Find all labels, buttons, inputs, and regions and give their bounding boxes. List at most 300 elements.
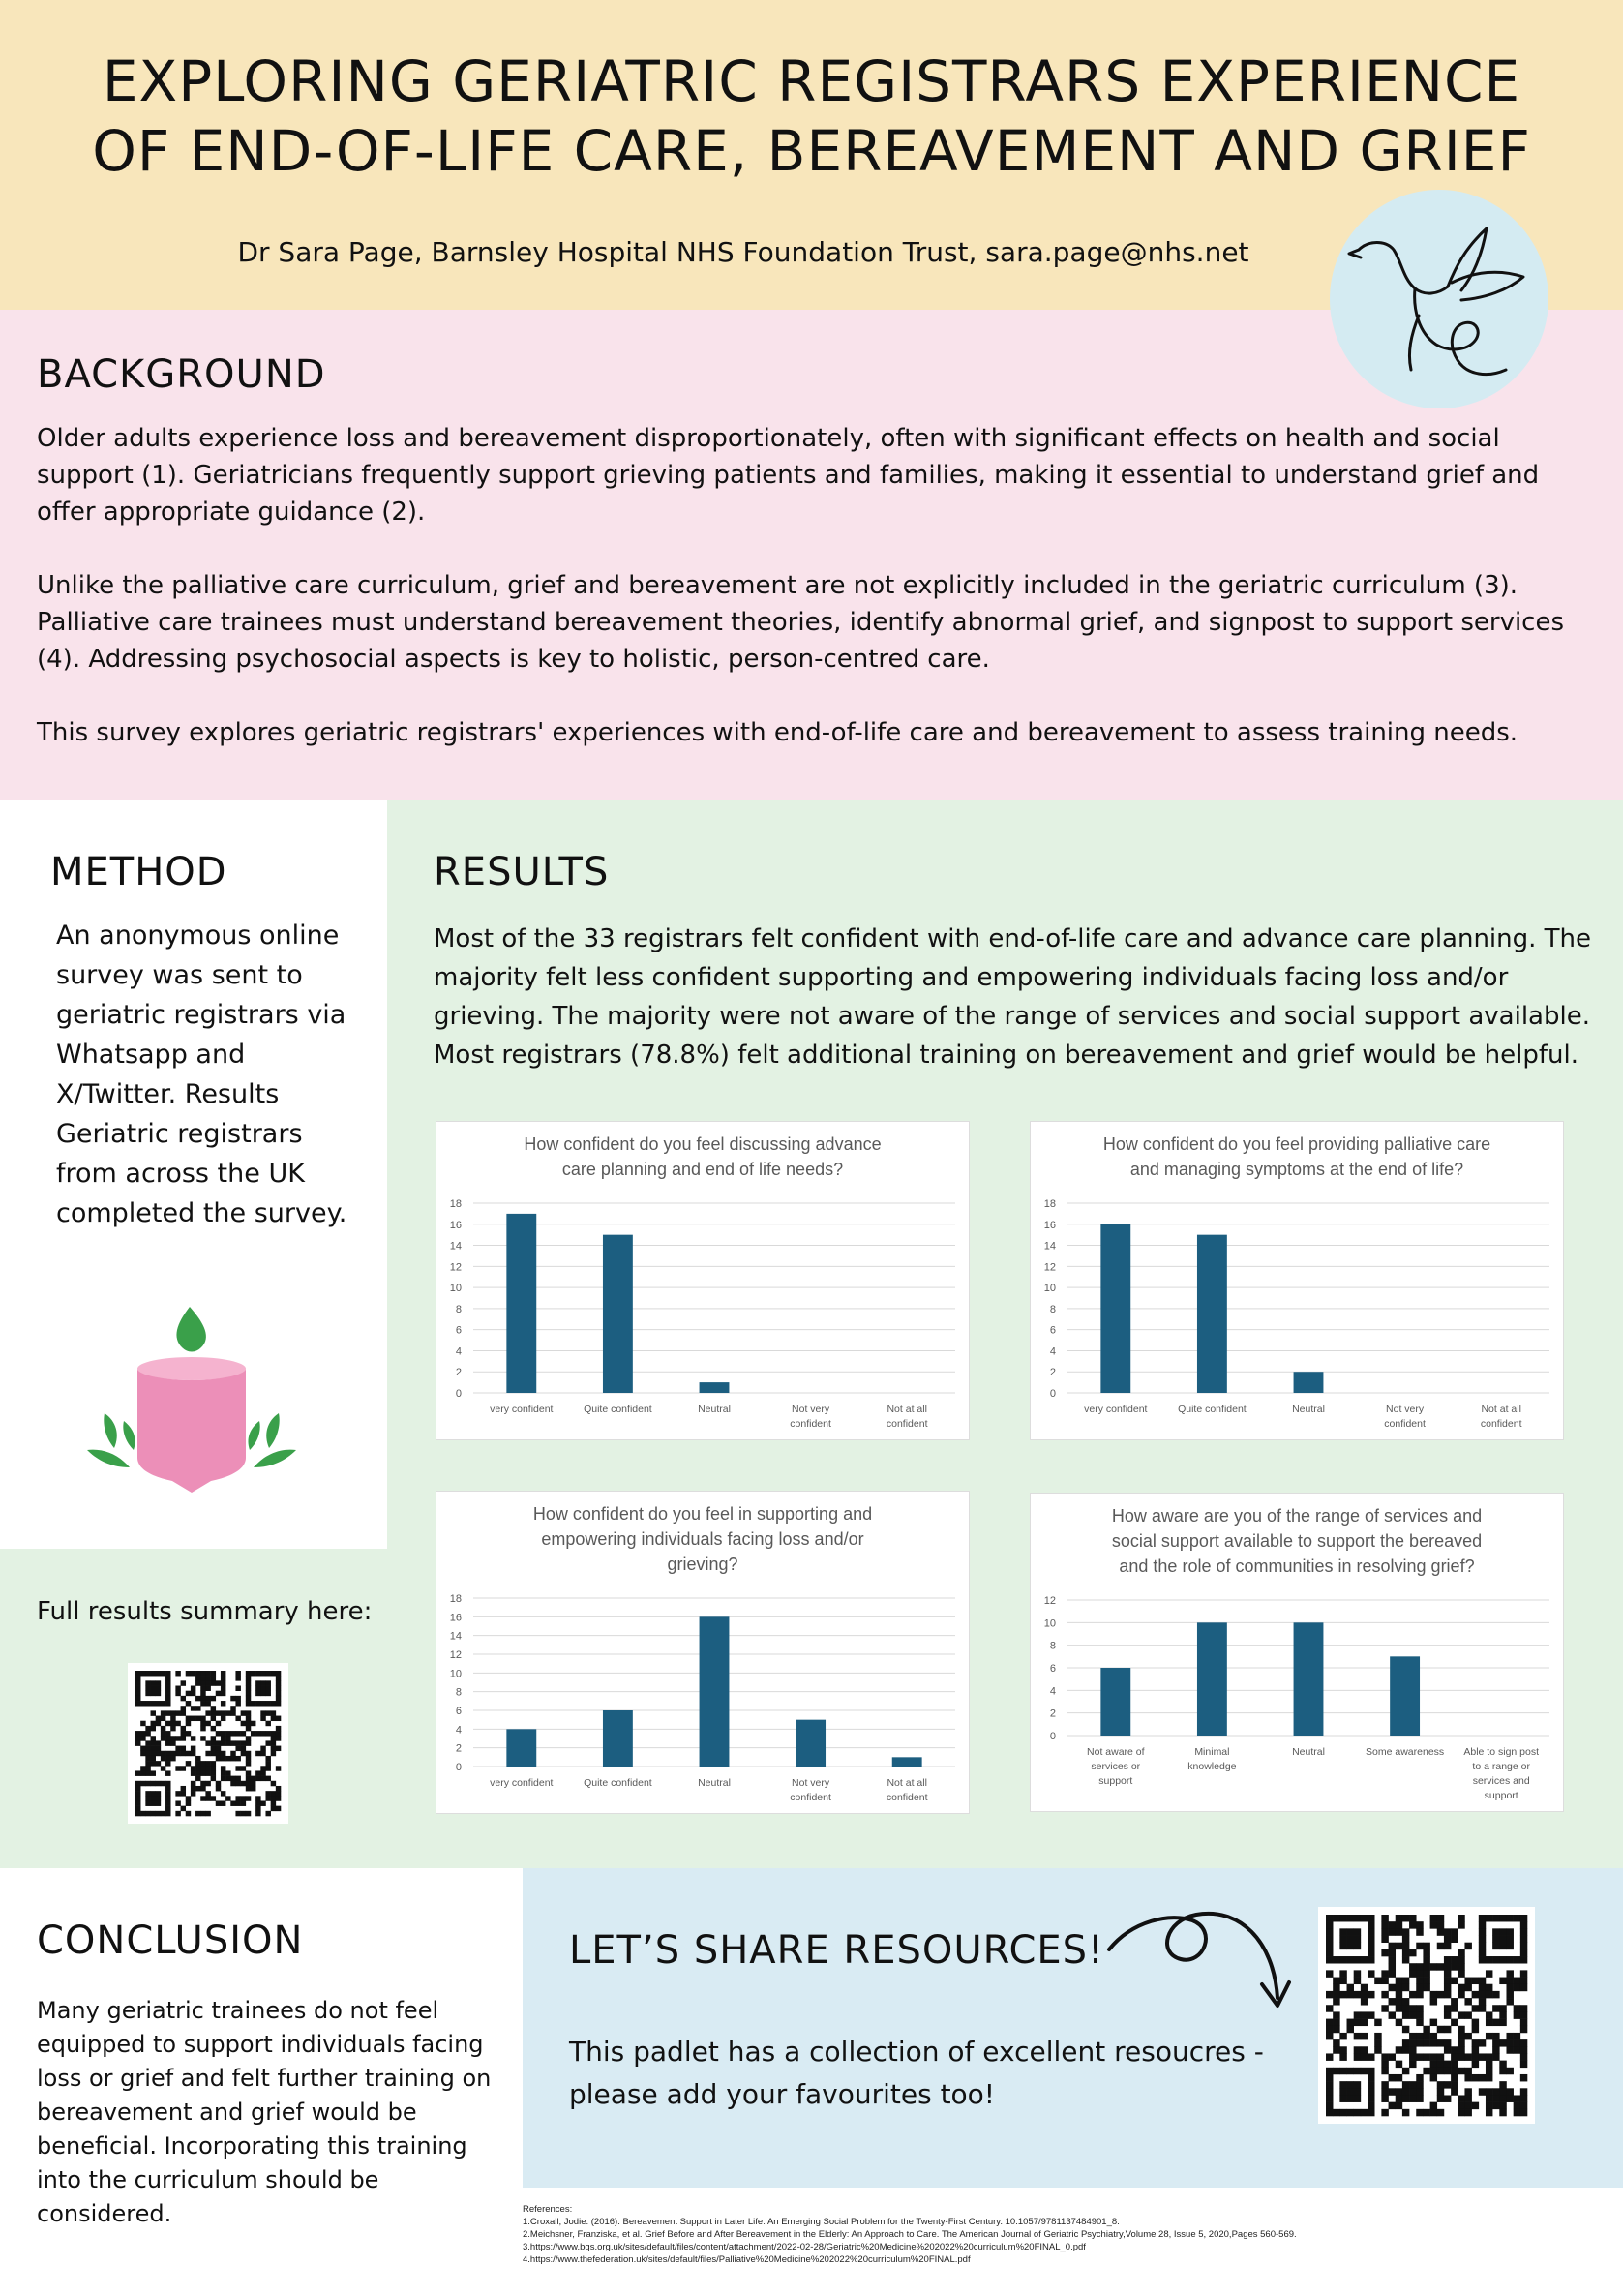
qr-module (1339, 1978, 1346, 1984)
qr-module (151, 1791, 156, 1796)
y-tick-label: 14 (449, 1240, 462, 1253)
qr-module (1389, 1998, 1396, 2005)
qr-module (1416, 2039, 1423, 2046)
qr-module (165, 1786, 170, 1791)
x-tick-label: support (1098, 1775, 1133, 1787)
qr-module (260, 1800, 265, 1805)
qr-module (1416, 1943, 1423, 1949)
qr-module (1520, 1978, 1527, 1984)
qr-module (1416, 1991, 1423, 1998)
qr-module (151, 1740, 156, 1745)
qr-module (241, 1710, 246, 1715)
qr-module (1389, 1956, 1396, 1963)
qr-module (1458, 2053, 1464, 2060)
qr-module (1499, 1928, 1506, 1935)
qr-module (1499, 2068, 1506, 2074)
qr-module (1464, 2074, 1471, 2081)
qr-module (135, 1800, 140, 1805)
chart-2 (1030, 1121, 1564, 1440)
qr-module (251, 1721, 255, 1726)
qr-pattern (1318, 1907, 1535, 2124)
qr-module (161, 1756, 165, 1761)
qr-module (181, 1766, 186, 1770)
qr-module (1506, 2033, 1513, 2039)
x-tick-label: Some awareness (1366, 1746, 1445, 1758)
qr-module (181, 1706, 186, 1710)
qr-module (1499, 2019, 1506, 2026)
qr-module (1347, 2026, 1354, 2033)
qr-module (235, 1701, 240, 1706)
qr-module (156, 1716, 161, 1721)
qr-module (1499, 2102, 1506, 2109)
qr-module (1472, 2074, 1479, 2081)
qr-module (241, 1800, 246, 1805)
qr-module (1361, 2109, 1368, 2116)
qr-module (1381, 1978, 1388, 1984)
x-tick-label: services or (1091, 1761, 1141, 1772)
qr-module (195, 1786, 200, 1791)
qr-module (140, 1736, 145, 1740)
reference-item-3[interactable]: 3.https://www.bgs.org.uk/sites/default/files/content/attachment/2022-02-28/Geriatric%20Medicine%202022%20curriculum%20FINAL_0.pdf (523, 2242, 1086, 2252)
qr-module (1486, 2074, 1492, 2081)
qr-module (1444, 1928, 1451, 1935)
qr-module (1402, 2088, 1409, 2095)
qr-module (200, 1781, 205, 1786)
qr-module (1486, 1970, 1492, 1977)
qr-module (241, 1811, 246, 1816)
y-tick-label: 10 (449, 1283, 462, 1295)
chart-title-line: How confident do you feel providing palliative care (1102, 1134, 1491, 1154)
qr-module (265, 1680, 270, 1685)
qr-module (135, 1696, 140, 1701)
qr-module (276, 1746, 281, 1751)
qr-module (1486, 2068, 1492, 2074)
qr-module (1396, 1991, 1402, 1998)
qr-module (145, 1686, 150, 1691)
qr-module (1458, 2039, 1464, 2046)
qr-module (170, 1721, 175, 1726)
qr-module (1409, 2046, 1416, 2053)
qr-module (1402, 1928, 1409, 1935)
qr-module (251, 1671, 255, 1676)
qr-module (251, 1731, 255, 1736)
qr-module (246, 1786, 251, 1791)
qr-module (181, 1726, 186, 1731)
qr-module (191, 1766, 195, 1770)
qr-module (1458, 1949, 1464, 1956)
reference-item-1[interactable]: 1.Croxall, Jodie. (2016). Bereavement Support in Later Life: An Emerging Social Problem for the Twenty-First Century. 10.1057/9781137484901_8. (523, 2217, 1120, 2227)
qr-module (145, 1761, 150, 1766)
qr-module (165, 1701, 170, 1706)
qr-module (255, 1680, 260, 1685)
qr-module (255, 1671, 260, 1676)
qr-module (200, 1716, 205, 1721)
qr-module (1479, 1991, 1486, 1998)
qr-module (225, 1731, 230, 1736)
qr-module (241, 1721, 246, 1726)
qr-module (1514, 2095, 1520, 2101)
qr-module (271, 1806, 276, 1811)
qr-module (156, 1691, 161, 1696)
qr-module (1374, 2039, 1381, 2046)
qr-module (1368, 2074, 1374, 2081)
qr-module (145, 1701, 150, 1706)
qr-module (216, 1740, 221, 1745)
qr-module (135, 1781, 140, 1786)
reference-item-2[interactable]: 2.Meichsner, Franziska, et al. Grief Before and After Bereavement in the Elderly: An Approach to Care. The American Journal of Geriatric Psychiatry,Volume 28, Issue 5, 2020,Pages 560-569. (523, 2229, 1297, 2240)
qr-module (1472, 2019, 1479, 2026)
qr-module (1430, 2053, 1437, 2060)
y-tick-label: 2 (455, 1367, 462, 1379)
x-tick-label: support (1484, 1790, 1518, 1801)
qr-module (1368, 2088, 1374, 2095)
qr-module (1423, 1943, 1429, 1949)
qr-module (1347, 2088, 1354, 2095)
qr-module (1520, 1970, 1527, 1977)
qr-module (170, 1740, 175, 1745)
qr-module (1326, 1991, 1333, 1998)
qr-module (1361, 1984, 1368, 1991)
qr-module (195, 1671, 200, 1676)
qr-module (1520, 2061, 1527, 2068)
x-tick-label: very confident (490, 1777, 554, 1789)
qr-module (1361, 1998, 1368, 2005)
qr-module (221, 1770, 225, 1775)
qr-module (1339, 2068, 1346, 2074)
qr-module (276, 1726, 281, 1731)
qr-module (151, 1811, 156, 1816)
qr-module (1368, 2095, 1374, 2101)
y-tick-label: 6 (1049, 1324, 1056, 1337)
qr-module (235, 1781, 240, 1786)
qr-module (145, 1796, 150, 1800)
qr-module (170, 1726, 175, 1731)
qr-module (1451, 1956, 1458, 1963)
qr-module (1423, 2053, 1429, 2060)
qr-module (1416, 2109, 1423, 2116)
qr-module (276, 1676, 281, 1680)
bar (700, 1616, 730, 1767)
qr-module (145, 1766, 150, 1770)
qr-module (1458, 2102, 1464, 2109)
qr-module (1430, 2039, 1437, 2046)
qr-module (1458, 2109, 1464, 2116)
qr-module (1416, 2005, 1423, 2011)
qr-module (1506, 2039, 1513, 2046)
qr-module (1396, 2019, 1402, 2026)
qr-module (175, 1791, 180, 1796)
qr-module (1430, 1991, 1437, 1998)
share-heading: LET’S SHARE RESOURCES! (569, 1928, 1105, 1973)
qr-module (1464, 1943, 1471, 1949)
qr-module (145, 1740, 150, 1745)
qr-module (1396, 2074, 1402, 2081)
qr-module (1326, 1921, 1333, 1928)
qr-module (1423, 1978, 1429, 1984)
x-tick-label: Able to sign post (1463, 1746, 1540, 1758)
qr-module (1479, 2039, 1486, 2046)
qr-module (246, 1676, 251, 1680)
qr-module (1499, 2088, 1506, 2095)
qr-module (1506, 1936, 1513, 1943)
bar (506, 1729, 536, 1767)
qr-module (165, 1676, 170, 1680)
x-tick-label: Neutral (698, 1777, 731, 1789)
qr-module (225, 1770, 230, 1775)
qr-module (151, 1701, 156, 1706)
qr-module (1389, 1943, 1396, 1949)
qr-module (1444, 2068, 1451, 2074)
y-tick-label: 14 (1043, 1240, 1056, 1253)
qr-module (1520, 2019, 1527, 2026)
qr-module (1333, 1991, 1339, 1998)
qr-module (181, 1746, 186, 1751)
qr-module (1333, 1915, 1339, 1921)
background-heading: BACKGROUND (37, 352, 326, 397)
qr-module (260, 1776, 265, 1781)
qr-module (221, 1791, 225, 1796)
qr-module (175, 1721, 180, 1726)
qr-module (191, 1786, 195, 1791)
qr-module (140, 1731, 145, 1736)
qr-module (260, 1671, 265, 1676)
qr-module (1402, 1984, 1409, 1991)
qr-module (1451, 1998, 1458, 2005)
qr-module (1333, 2068, 1339, 2074)
background-paragraph-1: Older adults experience loss and bereavement disproportionately, often with significant effects on health and social support (1). Geriatricians frequently support grieving patients and families, making it essential to understand grief and offer appropriate guidance (2). (37, 424, 1540, 527)
chart-title-line: How aware are you of the range of services and (1111, 1506, 1483, 1526)
qr-module (170, 1736, 175, 1740)
qr-module (1416, 1978, 1423, 1984)
qr-module (1458, 1970, 1464, 1977)
qr-module (135, 1731, 140, 1736)
qr-module (1486, 2088, 1492, 2095)
padlet-qr-code[interactable] (1318, 1907, 1535, 2124)
qr-module (1444, 2039, 1451, 2046)
qr-module (211, 1746, 216, 1751)
qr-module (1326, 2026, 1333, 2033)
qr-module (165, 1796, 170, 1800)
qr-module (1499, 2011, 1506, 2018)
qr-module (1479, 2005, 1486, 2011)
qr-module (140, 1770, 145, 1775)
qr-module (211, 1671, 216, 1676)
qr-module (1506, 2068, 1513, 2074)
qr-module (260, 1710, 265, 1715)
qr-module (191, 1746, 195, 1751)
qr-module (1416, 2033, 1423, 2039)
qr-module (241, 1731, 246, 1736)
qr-module (1506, 1956, 1513, 1963)
qr-module (211, 1770, 216, 1775)
qr-module (1464, 2088, 1471, 2095)
qr-module (1451, 2088, 1458, 2095)
qr-module (195, 1680, 200, 1685)
qr-module (1416, 2088, 1423, 2095)
qr-module (1381, 1970, 1388, 1977)
qr-module (230, 1731, 235, 1736)
qr-module (271, 1716, 276, 1721)
y-tick-label: 0 (1049, 1731, 1056, 1742)
qr-module (175, 1736, 180, 1740)
qr-module (145, 1751, 150, 1756)
y-tick-label: 18 (1043, 1198, 1056, 1210)
y-tick-label: 6 (1049, 1663, 1056, 1675)
qr-module (200, 1786, 205, 1791)
qr-module (191, 1736, 195, 1740)
qr-module (195, 1766, 200, 1770)
qr-module (151, 1781, 156, 1786)
qr-module (246, 1740, 251, 1745)
qr-module (1430, 2061, 1437, 2068)
y-tick-label: 16 (449, 1612, 462, 1624)
qr-module (271, 1736, 276, 1740)
qr-module (230, 1706, 235, 1710)
curly-arrow-icon (1103, 1891, 1297, 2027)
qr-module (186, 1811, 191, 1816)
qr-module (1492, 2102, 1499, 2109)
qr-module (140, 1766, 145, 1770)
x-tick-label: to a range or (1472, 1761, 1530, 1772)
qr-module (1333, 2039, 1339, 2046)
y-tick-label: 8 (455, 1686, 462, 1699)
qr-module (1381, 1928, 1388, 1935)
qr-module (205, 1791, 210, 1796)
qr-module (1472, 2053, 1479, 2060)
qr-module (1361, 1915, 1368, 1921)
qr-module (1333, 2046, 1339, 2053)
qr-module (1520, 2109, 1527, 2116)
qr-module (151, 1671, 156, 1676)
method-heading: METHOD (50, 850, 227, 894)
x-tick-label: Not at all (887, 1777, 927, 1789)
qr-module (1354, 2053, 1361, 2060)
bar (1197, 1622, 1227, 1736)
qr-module (211, 1796, 216, 1800)
qr-module (1479, 1943, 1486, 1949)
qr-module (205, 1701, 210, 1706)
qr-module (1479, 1921, 1486, 1928)
qr-module (170, 1756, 175, 1761)
qr-module (1381, 1915, 1388, 1921)
qr-module (230, 1756, 235, 1761)
qr-module (1437, 1991, 1444, 1998)
qr-module (1354, 2095, 1361, 2101)
qr-module (251, 1776, 255, 1781)
qr-module (186, 1731, 191, 1736)
reference-item-4[interactable]: 4.https://www.thefederation.uk/sites/default/files/Palliative%20Medicine%202022%20curriculum%20FINAL.pdf (523, 2254, 971, 2265)
qr-module (1416, 2011, 1423, 2018)
qr-module (255, 1731, 260, 1736)
poster-title (0, 46, 1623, 186)
qr-module (135, 1740, 140, 1745)
chart-4 (1030, 1493, 1564, 1812)
qr-module (1368, 2081, 1374, 2088)
qr-module (165, 1696, 170, 1701)
qr-module (1451, 2046, 1458, 2053)
y-tick-label: 0 (455, 1762, 462, 1773)
qr-module (175, 1710, 180, 1715)
qr-module (140, 1746, 145, 1751)
qr-module (1347, 1915, 1354, 1921)
qr-module (1520, 1943, 1527, 1949)
qr-module (1368, 1970, 1374, 1977)
qr-module (165, 1791, 170, 1796)
qr-module (246, 1811, 251, 1816)
qr-module (1423, 1963, 1429, 1970)
qr-module (260, 1701, 265, 1706)
qr-module (216, 1710, 221, 1715)
qr-module (260, 1766, 265, 1770)
qr-module (1492, 2053, 1499, 2060)
qr-module (1402, 2046, 1409, 2053)
qr-module (195, 1770, 200, 1775)
qr-module (1368, 1949, 1374, 1956)
qr-module (1347, 2095, 1354, 2101)
qr-module (221, 1766, 225, 1770)
qr-module (1402, 2068, 1409, 2074)
qr-module (1347, 1943, 1354, 1949)
qr-module (1486, 1915, 1492, 1921)
qr-module (200, 1691, 205, 1696)
qr-module (1354, 1978, 1361, 1984)
results-qr-code[interactable] (128, 1663, 288, 1824)
qr-module (195, 1761, 200, 1766)
qr-module (1396, 2005, 1402, 2011)
qr-module (235, 1696, 240, 1701)
qr-module (1520, 2026, 1527, 2033)
qr-module (145, 1770, 150, 1775)
qr-module (175, 1671, 180, 1676)
qr-module (1444, 1943, 1451, 1949)
qr-module (1389, 2074, 1396, 2081)
qr-module (140, 1811, 145, 1816)
qr-module (181, 1806, 186, 1811)
qr-module (1339, 2053, 1346, 2060)
qr-module (1430, 1915, 1437, 1921)
qr-module (1347, 2109, 1354, 2116)
qr-module (205, 1751, 210, 1756)
qr-module (1444, 2061, 1451, 2068)
qr-module (1333, 2026, 1339, 2033)
qr-module (156, 1746, 161, 1751)
qr-module (235, 1756, 240, 1761)
qr-module (1333, 2109, 1339, 2116)
qr-module (1354, 1915, 1361, 1921)
qr-module (165, 1756, 170, 1761)
qr-module (271, 1746, 276, 1751)
qr-module (1396, 1984, 1402, 1991)
qr-module (1416, 1921, 1423, 1928)
qr-module (1339, 2081, 1346, 2088)
qr-module (1326, 2109, 1333, 2116)
qr-module (1464, 1978, 1471, 1984)
qr-module (221, 1716, 225, 1721)
y-tick-label: 0 (455, 1388, 462, 1400)
bar (1294, 1372, 1324, 1393)
qr-module (1396, 1998, 1402, 2005)
qr-module (1492, 1956, 1499, 1963)
qr-module (1499, 2061, 1506, 2068)
qr-module (230, 1800, 235, 1805)
qr-module (1347, 1984, 1354, 1991)
qr-module (1354, 1956, 1361, 1963)
qr-module (1423, 2026, 1429, 2033)
qr-module (181, 1710, 186, 1715)
bar (1100, 1224, 1130, 1393)
qr-module (1520, 1928, 1527, 1935)
qr-module (265, 1671, 270, 1676)
